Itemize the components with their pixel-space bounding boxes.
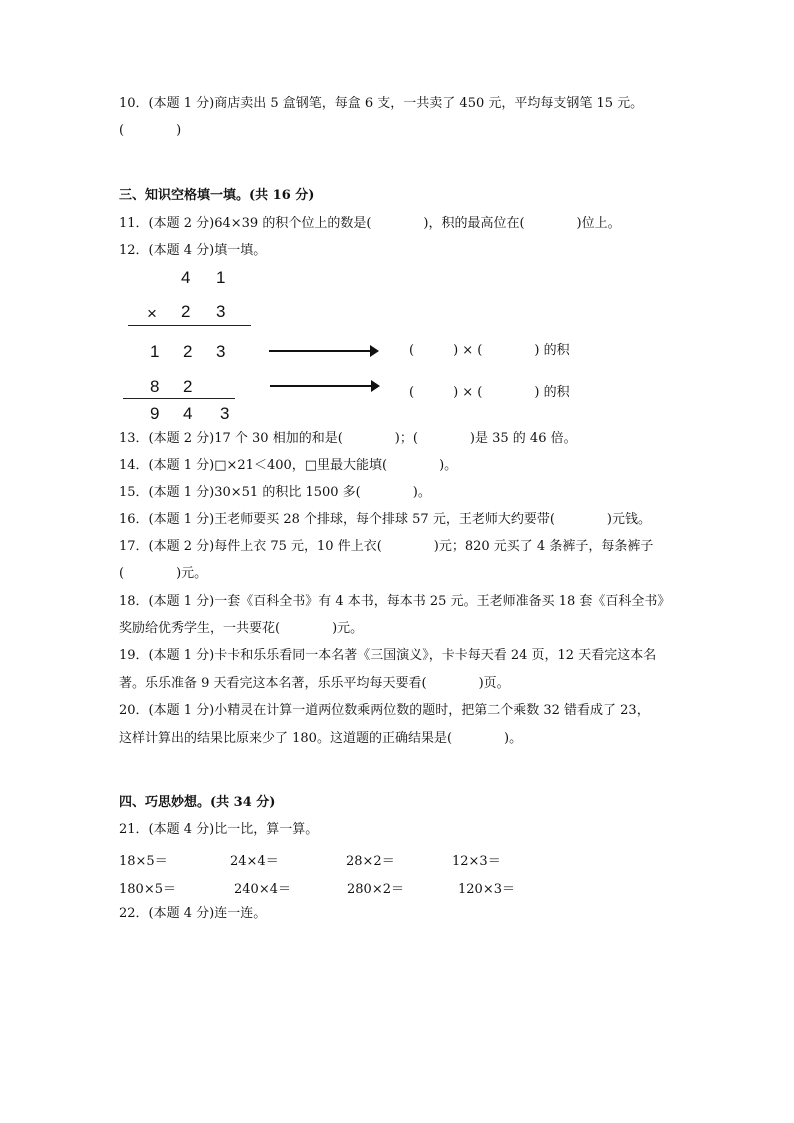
digit: 1	[216, 268, 226, 287]
question-17-text: 17．(本题 2 分)每件上衣 75 元，10 件上衣( )元；820 元买了 4 条裤子，每条裤子	[119, 539, 654, 554]
question-22-text: 22．(本题 4 分)连一连。	[119, 906, 267, 921]
digit: 3	[220, 404, 230, 423]
digit: 2	[183, 377, 193, 396]
digit: 4	[183, 404, 193, 423]
calc-item: 12×3＝	[452, 854, 501, 869]
section-4-heading: 四、巧思妙想。(共 34 分)	[119, 795, 276, 810]
question-20-text-cont: 这样计算出的结果比原来少了 180。这道题的正确结果是( )。	[119, 731, 523, 746]
question-20-text: 20．(本题 1 分)小精灵在计算一道两位数乘两位数的题时，把第二个乘数 32 错看成了 23，	[119, 703, 650, 718]
digit: 2	[181, 302, 191, 321]
question-17-text-cont: ( )元。	[119, 566, 208, 581]
digit: 9	[150, 404, 160, 423]
digit: 8	[150, 377, 160, 396]
arrow-right-icon	[269, 350, 377, 352]
calc-item: 240×4＝	[234, 882, 291, 897]
question-12-text: 12．(本题 4 分)填一填。	[119, 243, 267, 258]
digit: 1	[150, 342, 160, 361]
digit: 2	[183, 342, 193, 361]
calc-item: 28×2＝	[346, 854, 395, 869]
question-15-text: 15．(本题 1 分)30×51 的积比 1500 多( )。	[119, 485, 431, 500]
product-2-blank: ( ) × ( ) 的积	[409, 385, 570, 400]
sum-line-2	[123, 398, 235, 399]
calc-item: 180×5＝	[119, 882, 176, 897]
calc-item: 280×2＝	[347, 882, 404, 897]
question-19-text-cont: 著。乐乐准备 9 天看完这本名著，乐乐平均每天要看( )页。	[119, 676, 510, 691]
question-21-text: 21．(本题 4 分)比一比，算一算。	[119, 822, 319, 837]
question-18-text: 18．(本题 1 分)一套《百科全书》有 4 本书，每本书 25 元。王老师准备买 18 套《百科全书》	[119, 594, 671, 609]
question-11-text: 11．(本题 2 分)64×39 的积个位上的数是( )，积的最高位在( )位上。	[119, 216, 621, 231]
question-19-text: 19．(本题 1 分)卡卡和乐乐看同一本名著《三国演义》，卡卡每天看 24 页，12 天看完这本名	[119, 648, 657, 663]
calc-item: 24×4＝	[230, 854, 279, 869]
calc-item: 120×3＝	[458, 882, 515, 897]
question-14-text: 14．(本题 1 分)□×21＜400，□里最大能填( )。	[119, 458, 458, 473]
question-13-text: 13．(本题 2 分)17 个 30 相加的和是( )；( )是 35 的 46 倍。	[119, 431, 577, 446]
question-18-text-cont: 奖励给优秀学生，一共要花( )元。	[119, 621, 364, 636]
question-10-text: 10．(本题 1 分)商店卖出 5 盒钢笔，每盒 6 支，一共卖了 450 元，平均每支钢笔 15 元。	[119, 96, 644, 111]
multiply-sign: ×	[147, 304, 157, 323]
section-3-heading: 三、知识空格填一填。(共 16 分)	[119, 188, 315, 203]
digit: 3	[216, 342, 226, 361]
arrow-right-icon	[270, 385, 378, 387]
calc-item: 18×5＝	[119, 854, 168, 869]
digit: 3	[216, 302, 226, 321]
question-10-answer-blank: ( )	[119, 123, 182, 138]
digit: 4	[181, 268, 191, 287]
question-16-text: 16．(本题 1 分)王老师要买 28 个排球，每个排球 57 元，王老师大约要带( )元钱。	[119, 512, 651, 527]
product-1-blank: ( ) × ( ) 的积	[409, 343, 570, 358]
sum-line-1	[128, 325, 251, 326]
